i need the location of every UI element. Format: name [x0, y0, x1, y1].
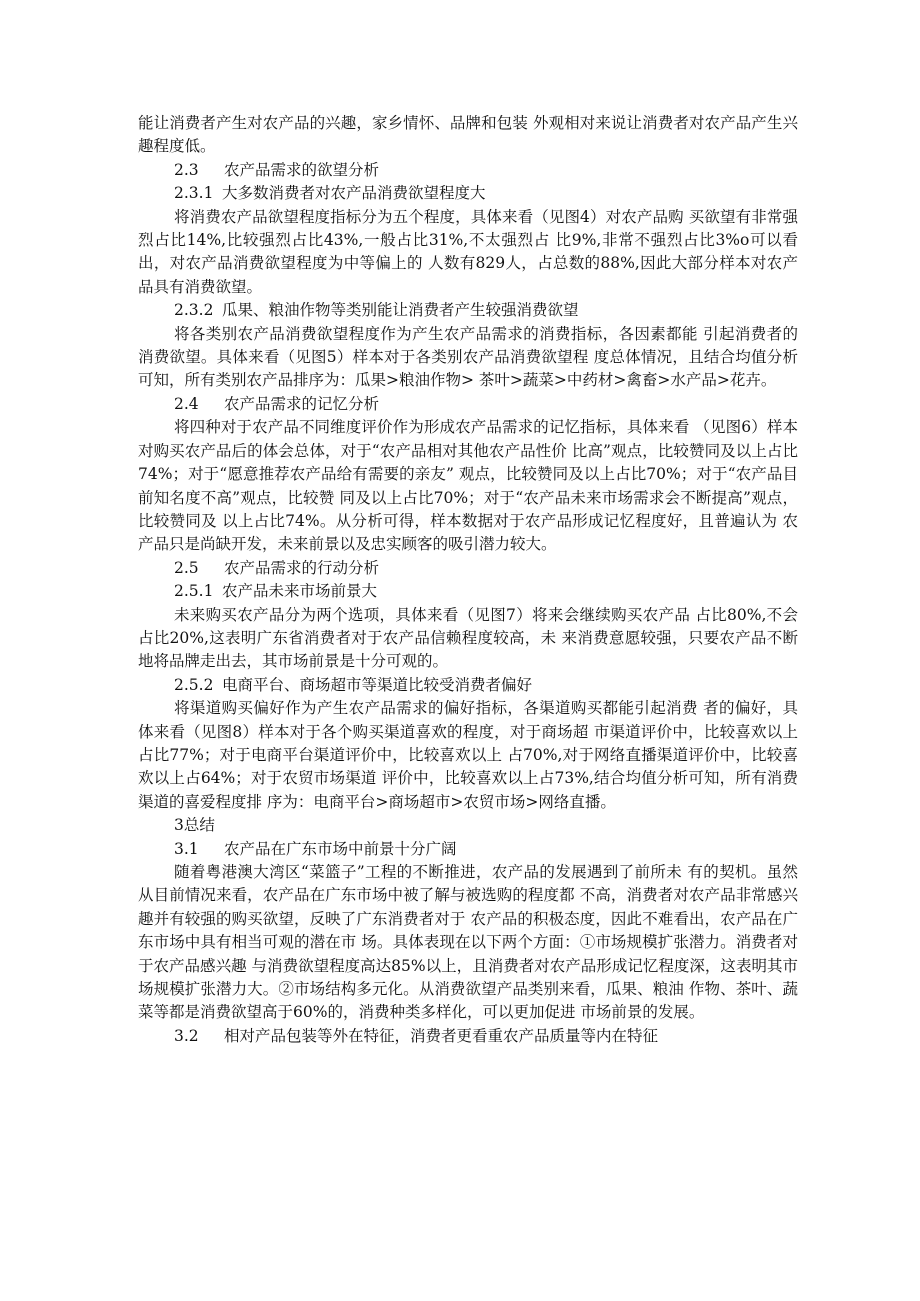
paragraph: 将各类别农产品消费欲望程度作为产生农产品需求的消费指标，各因素都能 引起消费者的消费欲望。具体来看（见图5）样本对于各类别农产品消费欲望程 度总体情况，且结合均值分析可知，所有类别农产品排序为：瓜果>粮油作物> 茶叶>蔬菜>中药材>禽畜>水产品>花卉。: [138, 324, 798, 390]
section-heading-3-1: 3.1 农产品在广东市场中前景十分广阔: [174, 839, 457, 858]
section-heading-3: 3总结: [174, 816, 215, 835]
section-heading-2-4: 2.4 农产品需求的记忆分析: [174, 394, 380, 413]
paragraph: 未来购买农产品分为两个选项，具体来看（见图7）将来会继续购买农产品 占比80%,不会占比20%,这表明广东省消费者对于农产品信赖程度较高，未 来消费意愿较强，只要农产品不断地将品牌走出去，其市场前景是十分可观的。: [138, 605, 798, 671]
section-heading-2-3-2: 2.3.2 瓜果、粮油作物等类别能让消费者产生较强消费欲望: [174, 301, 579, 320]
section-heading-3-2: 3.2 相对产品包装等外在特征，消费者更看重农产品质量等内在特征: [174, 1026, 659, 1045]
paragraph: 将四种对于农产品不同维度评价作为形成农产品需求的记忆指标，具体来看 （见图6）样本对购买农产品后的体会总体，对于“农产品相对其他农产品性价 比高”观点，比较赞同及以上占比74%；对于“愿意推荐农产品给有需要的亲友” 观点，比较赞同及以上占比70%；对于“农产品目前知名度不高”观点，比较赞 同及以上占比70%；对于“农产品未来市场需求会不断提高”观点，比较赞同及 以上占比74%。从分析可得，样本数据对于农产品形成记忆程度好，且普遍认为 农产品只是尚缺开发，未来前景以及忠实顾客的吸引潜力较大。: [138, 418, 798, 554]
document-body: [138, 112, 798, 1048]
paragraph: 能让消费者产生对农产品的兴趣，家乡情怀、品牌和包装 外观相对来说让消费者对农产品产生兴趣程度低。: [138, 114, 798, 156]
section-heading-2-5-2: 2.5.2 电商平台、商场超市等渠道比较受消费者偏好: [174, 675, 533, 694]
section-heading-2-3-1: 2.3.1 大多数消费者对农产品消费欲望程度大: [174, 184, 486, 203]
section-heading-2-3: 2.3 农产品需求的欲望分析: [174, 160, 380, 179]
section-heading-2-5-1: 2.5.1 农产品未来市场前景大: [174, 582, 378, 601]
paragraph: 将消费农产品欲望程度指标分为五个程度，具体来看（见图4）对农产品购 买欲望有非常强烈占比14%,比较强烈占比43%,一般占比31%,不太强烈占 比9%,非常不强烈占比3%o可以看出，对农产品消费欲望程度为中等偏上的 人数有829人，占总数的88%,因此大部分样本对农产品具有消费欲望。: [138, 207, 798, 296]
paragraph: 将渠道购买偏好作为产生农产品需求的偏好指标，各渠道购买都能引起消费 者的偏好，具体来看（见图8）样本对于各个购买渠道喜欢的程度，对于商场超 市渠道评价中，比较喜欢以上占比77%；对于电商平台渠道评价中，比较喜欢以上 占70%,对于网络直播渠道评价中，比较喜欢以上占64%；对于农贸市场渠道 评价中，比较喜欢以上占73%,结合均值分析可知，所有消费渠道的喜爱程度排 序为：电商平台>商场超市>农贸市场>网络直播。: [138, 699, 798, 811]
paragraph: 随着粤港澳大湾区“菜篮子”工程的不断推进，农产品的发展遇到了前所未 有的契机。虽然从目前情况来看，农产品在广东市场中被了解与被选购的程度都 不高，消费者对农产品非常感兴趣并有较强的购买欲望，反映了广东消费者对于 农产品的积极态度，因此不难看出，农产品在广东市场中具有相当可观的潜在市 场。具体表现在以下两个方面：①市场规模扩张潜力。消费者对于农产品感兴趣 与消费欲望程度高达85%以上，且消费者对农产品形成记忆程度深，这表明其市 场规模扩张潜力大。②市场结构多元化。从消费欲望产品类别来看，瓜果、粮油 作物、茶叶、蔬菜等都是消费欲望高于60%的，消费种类多样化，可以更加促进 市场前景的发展。: [138, 863, 798, 1022]
section-heading-2-5: 2.5 农产品需求的行动分析: [174, 558, 380, 577]
